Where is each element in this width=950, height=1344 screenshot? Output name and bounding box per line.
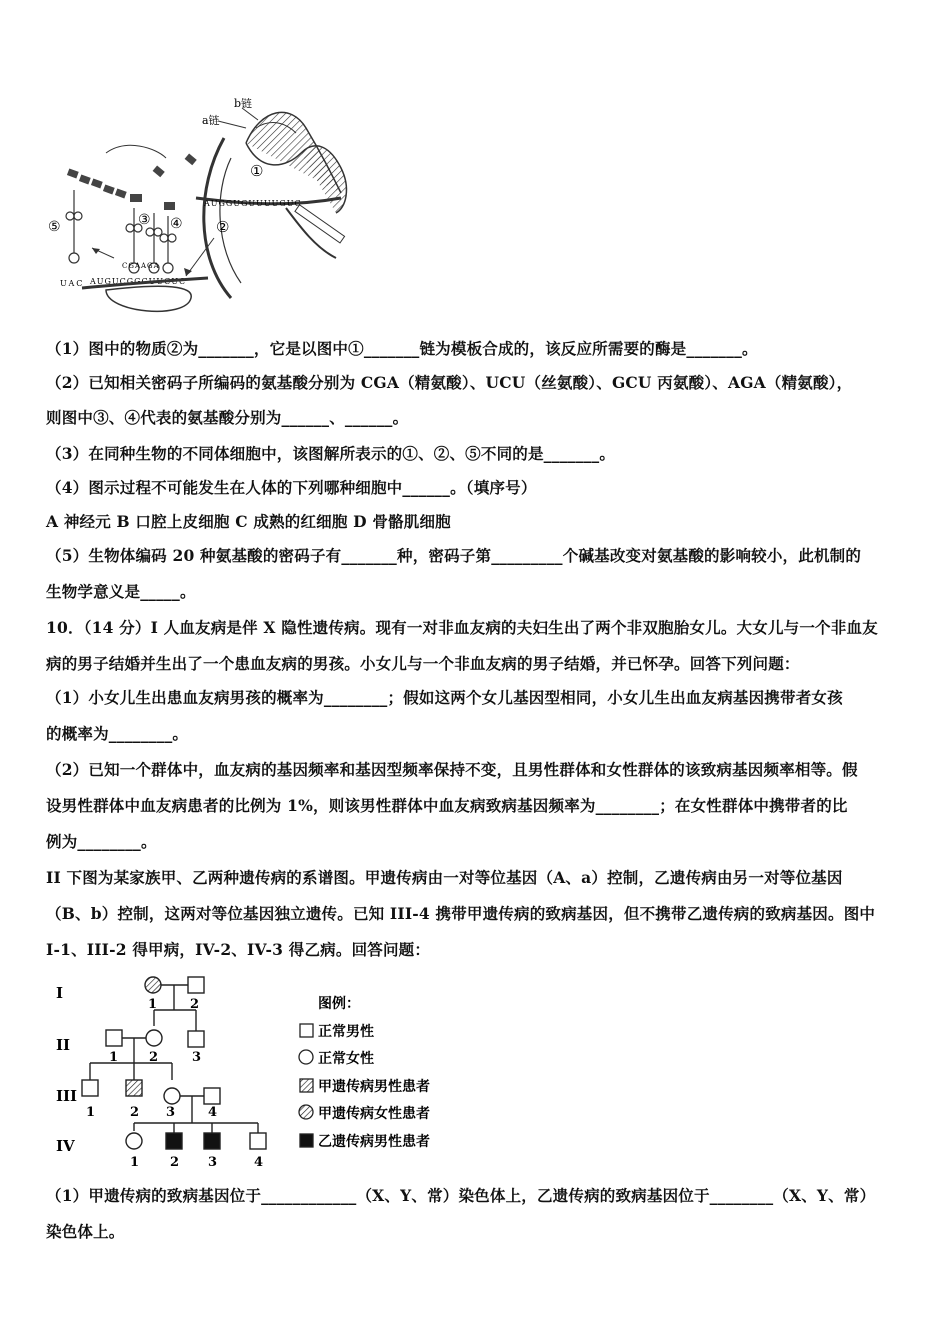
- anticodons-cgaaga: CGAAGA: [122, 262, 160, 270]
- question-3: （3）在同种生物的不同体细胞中，该图解所表示的①、②、⑤不同的是_______。: [46, 444, 616, 463]
- num-II-2: 2: [149, 1050, 159, 1065]
- legend-normal-female-icon: [299, 1050, 313, 1064]
- gen-III: III: [56, 1087, 78, 1105]
- part-2-line-c: I-1、III-2 得甲病，IV-2、IV-3 得乙病。回答问题：: [46, 940, 431, 959]
- label-4: ④: [170, 216, 183, 232]
- num-IV-4: 4: [254, 1155, 264, 1170]
- num-IV-1: 1: [130, 1155, 140, 1170]
- gen-IV: IV: [56, 1137, 75, 1155]
- final-question-line-1: （1）甲遗传病的致病基因位于____________（X、Y、常）染色体上，乙遗传病的致病基因位于________（X、Y、常）: [46, 1186, 876, 1205]
- num-I-2: 2: [190, 997, 200, 1012]
- III-2-affected-male-a: [126, 1080, 142, 1096]
- part-2-line-b: （B、b）控制，这两对等位基因独立遗传。已知 III-4 携带甲遗传病的致病基因，但不携带乙遗传病的致病基因。图中: [46, 904, 876, 923]
- num-III-3: 3: [166, 1105, 176, 1120]
- IV-1-normal-female: [126, 1133, 142, 1149]
- final-question-line-2: 染色体上。: [46, 1222, 125, 1241]
- problem-10-line-a: 10．（14 分）I 人血友病是伴 X 隐性遗传病。现有一对非血友病的夫妇生出了两个非双胞胎女儿。大女儿与一个非血友: [46, 618, 878, 637]
- part-2-line-a: II 下图为某家族甲、乙两种遗传病的系谱图。甲遗传病由一对等位基因（A、a）控制，乙遗传病由另一对等位基因: [46, 868, 843, 887]
- question-2b: 则图中③、④代表的氨基酸分别为______、______。: [46, 408, 409, 427]
- label-1: ①: [250, 162, 264, 180]
- b-chain-label: b链: [234, 98, 253, 110]
- problem-10-q2a: （2）已知一个群体中，血友病的基因频率和基因型频率保持不变，且男性群体和女性群体的该致病基因频率相等。假: [46, 760, 858, 779]
- legend-b-male: 乙遗传病男性患者: [318, 1134, 430, 1150]
- IV-2-affected-male-b: [166, 1133, 182, 1149]
- label-2: ②: [216, 218, 230, 236]
- III-3-normal-female: [164, 1088, 180, 1104]
- num-IV-3: 3: [208, 1155, 218, 1170]
- legend-a-male-icon: [300, 1079, 313, 1092]
- pedigree-chart: [46, 968, 486, 1178]
- label-3: ③: [138, 212, 151, 228]
- II-3-normal-male: [188, 1031, 204, 1047]
- transcription-translation-diagram: [46, 98, 356, 320]
- question-1: （1）图中的物质②为_______，它是以图中①_______链为模板合成的，该反应所需要的酶是_______。: [46, 339, 758, 358]
- label-5: ⑤: [48, 219, 61, 235]
- III-4-normal-male: [204, 1088, 220, 1104]
- mrna-top-sequence: AUGGUGUUUUGUC: [204, 199, 302, 208]
- legend-normal-male-icon: [300, 1024, 313, 1037]
- question-4: （4）图示过程不可能发生在人体的下列哪种细胞中______。（填序号）: [46, 478, 537, 497]
- num-II-1: 1: [109, 1050, 119, 1065]
- question-5b: 生物学意义是_____。: [46, 582, 196, 601]
- num-III-1: 1: [86, 1105, 96, 1120]
- question-5a: （5）生物体编码 20 种氨基酸的密码子有_______种，密码子第_________个碱基改变对氨基酸的影响较小，此机制的: [46, 546, 862, 565]
- num-III-2: 2: [130, 1105, 140, 1120]
- problem-10-q1b: 的概率为________。: [46, 724, 189, 743]
- problem-10-q2c: 例为________。: [46, 832, 157, 851]
- anticodon-uac: UAC: [60, 279, 85, 288]
- question-4-options: A 神经元 B 口腔上皮细胞 C 成熟的红细胞 D 骨骼肌细胞: [46, 512, 451, 531]
- IV-3-affected-male-b: [204, 1133, 220, 1149]
- gen-II: II: [56, 1036, 71, 1054]
- problem-10-q1a: （1）小女儿生出患血友病男孩的概率为________；假如这两个女儿基因型相同，小女儿生出血友病基因携带者女孩: [46, 688, 843, 707]
- question-2a: （2）已知相关密码子所编码的氨基酸分别为 CGA（精氨酸）、UCU（丝氨酸）、GCU 丙氨酸）、AGA（精氨酸），: [46, 373, 853, 392]
- legend-normal-female: 正常女性: [318, 1051, 374, 1067]
- num-IV-2: 2: [170, 1155, 180, 1170]
- num-I-1: 1: [148, 997, 158, 1012]
- legend-a-female-icon: [299, 1105, 313, 1119]
- num-II-3: 3: [192, 1050, 202, 1065]
- gen-I: I: [56, 984, 64, 1002]
- a-chain-label: a链: [202, 114, 220, 127]
- legend-b-male-icon: [300, 1134, 313, 1147]
- legend-title: 图例：: [318, 996, 360, 1012]
- IV-4-normal-male: [250, 1133, 266, 1149]
- num-III-4: 4: [208, 1105, 218, 1120]
- I-1-affected-female-a: [145, 977, 161, 993]
- problem-10-line-b: 病的男子结婚并生出了一个患血友病的男孩。小女儿与一个非血友病的男子结婚，并已怀孕。回答下列问题：: [46, 654, 800, 673]
- problem-10-q2b: 设男性群体中血友病患者的比例为 1%，则该男性群体中血友病致病基因频率为________；在女性群体中携带者的比: [46, 796, 848, 815]
- II-1-normal-male: [106, 1030, 122, 1046]
- III-1-normal-male: [82, 1080, 98, 1096]
- I-2-normal-male: [188, 977, 204, 993]
- legend-normal-male: 正常男性: [318, 1024, 374, 1040]
- legend-a-male: 甲遗传病男性患者: [318, 1079, 430, 1095]
- mrna-bottom-sequence: AUGUCGGCUUCUC: [90, 277, 187, 286]
- II-2-normal-female: [146, 1030, 162, 1046]
- legend-a-female: 甲遗传病女性患者: [318, 1106, 430, 1122]
